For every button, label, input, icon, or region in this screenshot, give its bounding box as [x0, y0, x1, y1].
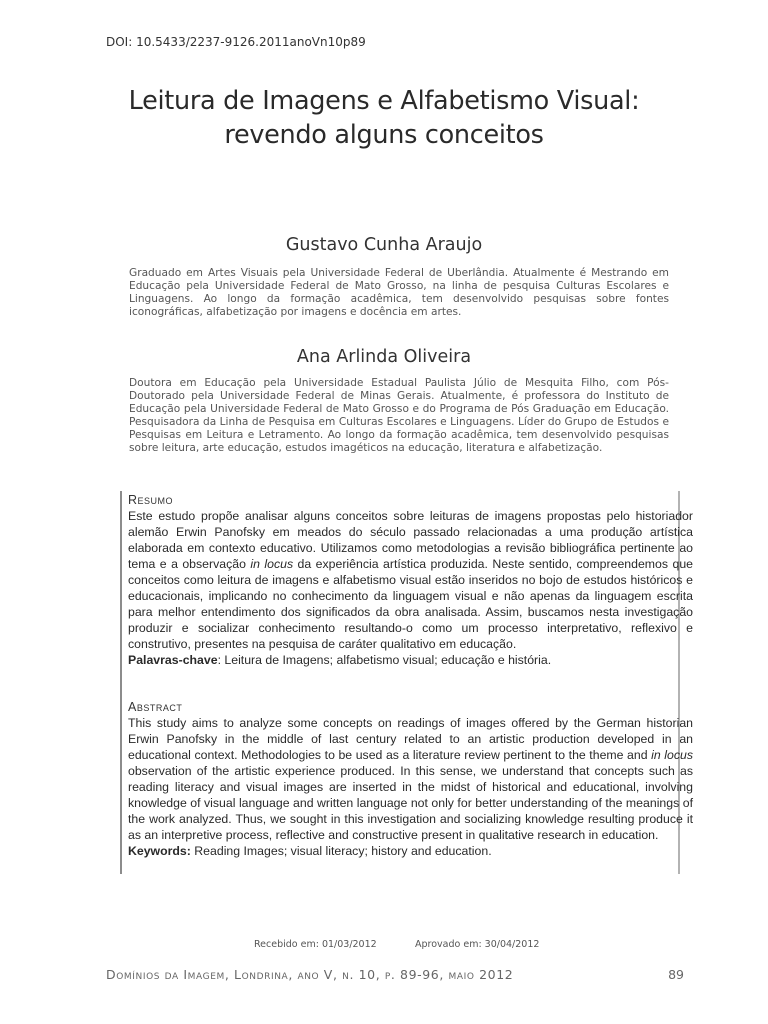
- resumo-text-a: Este estudo propõe analisar alguns conceitos sobre leituras de imagens propostas pelo historiador alemão Erwin Panofsky em meados do século passado relacionadas a uma produção artística elaborada em contexto educativo. Utilizamos como metodologias a revisão bibliográfica pertinente ao tema e a observação: [128, 509, 693, 571]
- resumo-section: [128, 492, 693, 668]
- page-number: 89: [668, 967, 684, 982]
- author-2-name: Ana Arlinda Oliveira: [296, 347, 472, 367]
- article-title: [60, 84, 708, 152]
- abstract-keywords-text: Reading Images; visual literacy; history and education.: [190, 844, 492, 858]
- abstract-keywords: [128, 843, 693, 859]
- resumo-keywords-label: Palavras-chave: [128, 653, 218, 667]
- resumo-text-b: da experiência artística produzida. Neste sentido, compreendemos que conceitos como leitura de imagens e alfabetismo visual estão inseridos no bojo de estudos históricos e educacionais, implicando no conhecimento da linguagem visual e não apenas da linguagem escrita para melhor entendimento dos significados da obra analisada. Assim, buscamos nesta investigação produzir e socializar conhecimento resultando-o como um processo interpretativo, reflexivo e construtivo, presentes na pesquisa de caráter qualitativo em educação.: [128, 557, 693, 651]
- resumo-keywords-text: : Leitura de Imagens; alfabetismo visual; educação e história.: [217, 653, 552, 667]
- abstract-text-b: observation of the artistic experience produced. In this sense, we understand that concepts such as reading literacy and visual images are inserted in the midst of historical and educational, involving knowledge of visual language and written language not only for better understanding of the meanings of the work analyzed. Thus, we sought in this investigation and socializing knowledge resulting produce it as an interpretive process, reflective and constructive present in qualitative research in education.: [128, 764, 693, 842]
- abstract-text: [128, 715, 693, 843]
- resumo-text: [128, 508, 693, 652]
- abstract-keywords-label: Keywords:: [128, 844, 191, 858]
- abstract-italic: in locus: [651, 748, 693, 762]
- title-line-2: revendo alguns conceitos: [224, 120, 544, 150]
- abstract-box-left-rule: [120, 491, 122, 874]
- abstract-text-a: This study aims to analyze some concepts on readings of images offered by the German historian Erwin Panofsky in the middle of last century related to an artistic production developed in an educational context. Methodologies to be used as a literature review pertinent to the theme and: [128, 716, 693, 762]
- resumo-italic: in locus: [250, 557, 294, 571]
- author-1-name: Gustavo Cunha Araujo: [285, 235, 483, 255]
- author-1-bio: Graduado em Artes Visuais pela Universidade Federal de Uberlândia. Atualmente é Mestrando em Educação pela Universidade Federal de Mato Grosso, na linha de pesquisa Culturas Escolares e Linguagens. Ao longo da formação acadêmica, tem desenvolvido pesquisas sobre fontes iconográficas, alfabetização por imagens e docência em artes.: [129, 267, 669, 318]
- approved-date: Aprovado em: 30/04/2012: [415, 939, 540, 950]
- abstract-section: [128, 699, 693, 859]
- author-2-bio: Doutora em Educação pela Universidade Estadual Paulista Júlio de Mesquita Filho, com Pós-Doutorado pela Universidade Federal de Minas Gerais. Atualmente, é professora do Instituto de Educação pela Universidade Federal de Mato Grosso e do Programa de Pós Graduação em Educação. Pesquisadora da Linha de Pesquisa em Culturas Escolares e Linguagens. Líder do Grupo de Estudos e Pesquisas em Leitura e Letramento. Ao longo da formação acadêmica, tem desenvolvido pesquisas sobre leitura, arte educação, estudos imagéticos na educação, literatura e alfabetização.: [129, 377, 669, 454]
- abstract-heading: Abstract: [128, 700, 183, 714]
- doi: DOI: 10.5433/2237-9126.2011anoVn10p89: [106, 35, 366, 49]
- resumo-keywords: [128, 652, 693, 668]
- resumo-heading: Resumo: [128, 493, 174, 507]
- journal-footer: Domínios da Imagem, Londrina, ano V, n. 10, p. 89-96, maio 2012: [106, 967, 514, 982]
- received-date: Recebido em: 01/03/2012: [254, 939, 377, 950]
- title-line-1: Leitura de Imagens e Alfabetismo Visual:: [128, 86, 640, 116]
